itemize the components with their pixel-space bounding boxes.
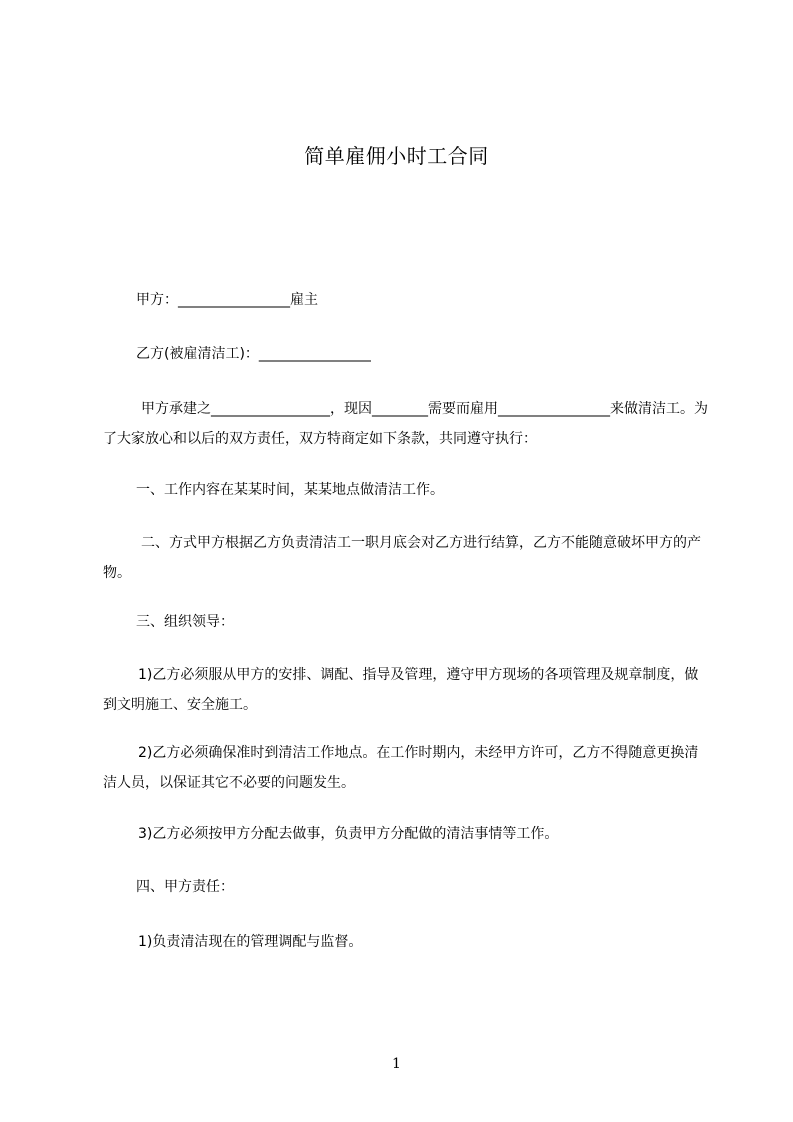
document-title: 简单雇佣小时工合同 [304,144,489,168]
clause-4-item-1: 1)负责清洁现在的管理调配与监督。 [138,934,363,950]
clause-3-heading: 三、组织领导： [136,614,234,630]
clause-3-item-1: 1)乙方必须服从甲方的安排、调配、指导及管理，遵守甲方现场的各项管理及规章制度，做到文明施工、安全施工。 [103,667,699,713]
page-number: 1 [392,1056,401,1072]
clause-4-heading: 四、甲方责任： [136,879,234,895]
clause-2: 二、方式甲方根据乙方负责清洁工一职月底会对乙方进行结算，乙方不能随意破坏甲方的产物。 [103,535,701,581]
clause-1: 一、工作内容在某某时间，某某地点做清洁工作。 [136,482,444,498]
clause-3-item-2: 2)乙方必须确保准时到清洁工作地点。在工作时期内，未经甲方许可，乙方不得随意更换清洁人员，以保证其它不必要的问题发生。 [103,745,699,791]
party-b-line: 乙方(被雇清洁工)：________________ [136,346,371,362]
intro-paragraph: 甲方承建之_________________，现因________需要而雇用________________来做清洁工。为了大家放心和以后的双方责任，双方特商定如下条款，共同遵守执行： [103,401,708,447]
party-a-line: 甲方：________________雇主 [136,292,318,308]
clause-3-item-3: 3)乙方必须按甲方分配去做事，负责甲方分配做的清洁事情等工作。 [138,826,559,842]
